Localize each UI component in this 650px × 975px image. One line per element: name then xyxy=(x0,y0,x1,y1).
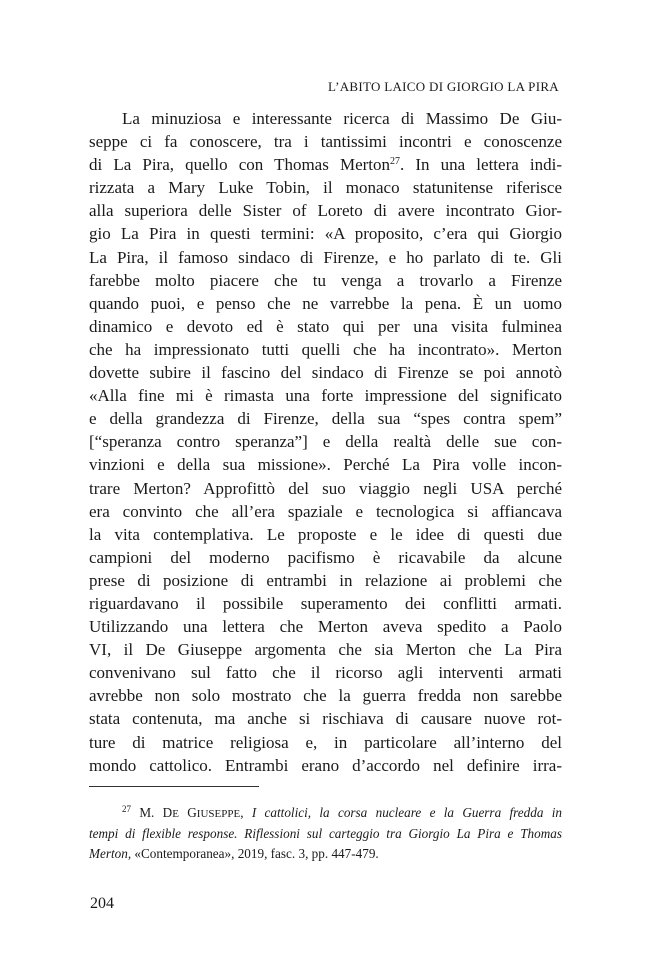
text-line: alla superiora delle Sister of Loreto di avere incontrato Gior- xyxy=(89,201,562,221)
text-line: seppe ci fa conoscere, tra i tantissimi incontri e conoscenze xyxy=(89,132,562,152)
footnote-journal: «Contemporanea», 2019, fasc. 3, pp. 447-479. xyxy=(131,845,379,861)
text-line-tail: . In una lettera indi- xyxy=(400,155,562,175)
text-line: riguardavano il possibile superamento dei conflitti armati. xyxy=(89,593,562,613)
text-line: avrebbe non solo mostrato che la guerra fredda non sarebbe xyxy=(89,686,562,706)
footnote-line xyxy=(89,824,562,843)
text-line: [“speranza contro speranza”] e della realtà delle sue con- xyxy=(89,432,562,452)
text-line: e della grandezza di Firenze, della sua “spes contra spem” xyxy=(89,409,562,429)
text-line: mondo cattolico. Entrambi erano d’accordo nel definire irra- xyxy=(89,755,562,775)
text-line: dinamico e devoto ed è stato qui per una visita fulminea xyxy=(89,316,562,336)
text-line: la vita contemplativa. Le proposte e le idee di questi due xyxy=(89,524,562,544)
footnote-separator: , xyxy=(240,805,252,820)
text-line: campioni del moderno pacifismo è ricavabile da alcune xyxy=(89,547,562,567)
footnote-title: tempi di flexible response. Riflessioni sul carteggio tra Giorgio La Pira e Thomas xyxy=(89,826,562,842)
text-line: trare Merton? Approfittò del suo viaggio negli USA perché xyxy=(89,478,562,498)
footnote xyxy=(89,803,562,863)
footnote-title: Merton, xyxy=(89,845,132,861)
text-line: che ha impressionato tutti quelli che ha incontrato». Merton xyxy=(89,339,562,359)
text-line: era convinto che all’era spaziale e tecnologica si affiancava xyxy=(89,501,562,521)
page-number: 204 xyxy=(90,895,114,912)
text-line: prese di posizione di entrambi in relazione ai problemi che xyxy=(89,570,562,590)
text-line-with-footnote-ref xyxy=(89,153,562,176)
footnote-title: I cattolici, la corsa nucleare e la Guerra fredda in xyxy=(251,805,563,820)
footnote-author-smallcaps: E xyxy=(172,808,179,820)
text-line: «Alla fine mi è rimasta una forte impressione del significato xyxy=(89,386,562,406)
footnote-author-middle: G xyxy=(178,805,197,820)
footnote-mark: 27 xyxy=(122,804,131,814)
text-line: La Pira, il famoso sindaco di Firenze, e ho parlato di te. Gli xyxy=(89,247,562,267)
text-line: di La Pira, quello con Thomas Merton xyxy=(89,155,391,175)
text-line: stata contenuta, ma anche si rischiava di causare nuove rot- xyxy=(89,709,562,729)
running-head: L’ABITO LAICO DI GIORGIO LA PIRA xyxy=(328,79,559,94)
text-line: convenivano sul fatto che il ricorso agli interventi armati xyxy=(89,663,562,683)
footnote-reference[interactable]: 27 xyxy=(390,156,401,168)
text-line: gio La Pira in questi termini: «A proposito, c’era qui Giorgio xyxy=(89,224,562,244)
footnote-line xyxy=(89,803,562,824)
text-line: rizzata a Mary Luke Tobin, il monaco statunitense riferisce xyxy=(89,178,562,198)
footnote-divider xyxy=(89,786,259,787)
footnote-author-smallcaps: IUSEPPE xyxy=(196,808,241,820)
footnote-author-initial: M. D xyxy=(139,805,173,820)
text-line: VI, il De Giuseppe argomenta che sia Merton che La Pira xyxy=(89,640,562,660)
text-line: Utilizzando una lettera che Merton aveva spedito a Paolo xyxy=(89,617,562,637)
text-line: ture di matrice religiosa e, in particolare all’interno del xyxy=(89,732,562,752)
body-paragraph xyxy=(89,107,562,777)
text-line: dovette subire il fascino del sindaco di Firenze se poi annotò xyxy=(89,363,562,383)
text-line: quando puoi, e penso che ne varrebbe la pena. È un uomo xyxy=(89,293,562,313)
text-line: farebbe molto piacere che tu venga a trovarlo a Firenze xyxy=(89,270,562,290)
text-line: vinzioni e della sua missione». Perché La Pira volle incon- xyxy=(89,455,562,475)
text-line: La minuziosa e interessante ricerca di Massimo De Giu- xyxy=(122,109,562,128)
footnote-line xyxy=(89,844,562,863)
